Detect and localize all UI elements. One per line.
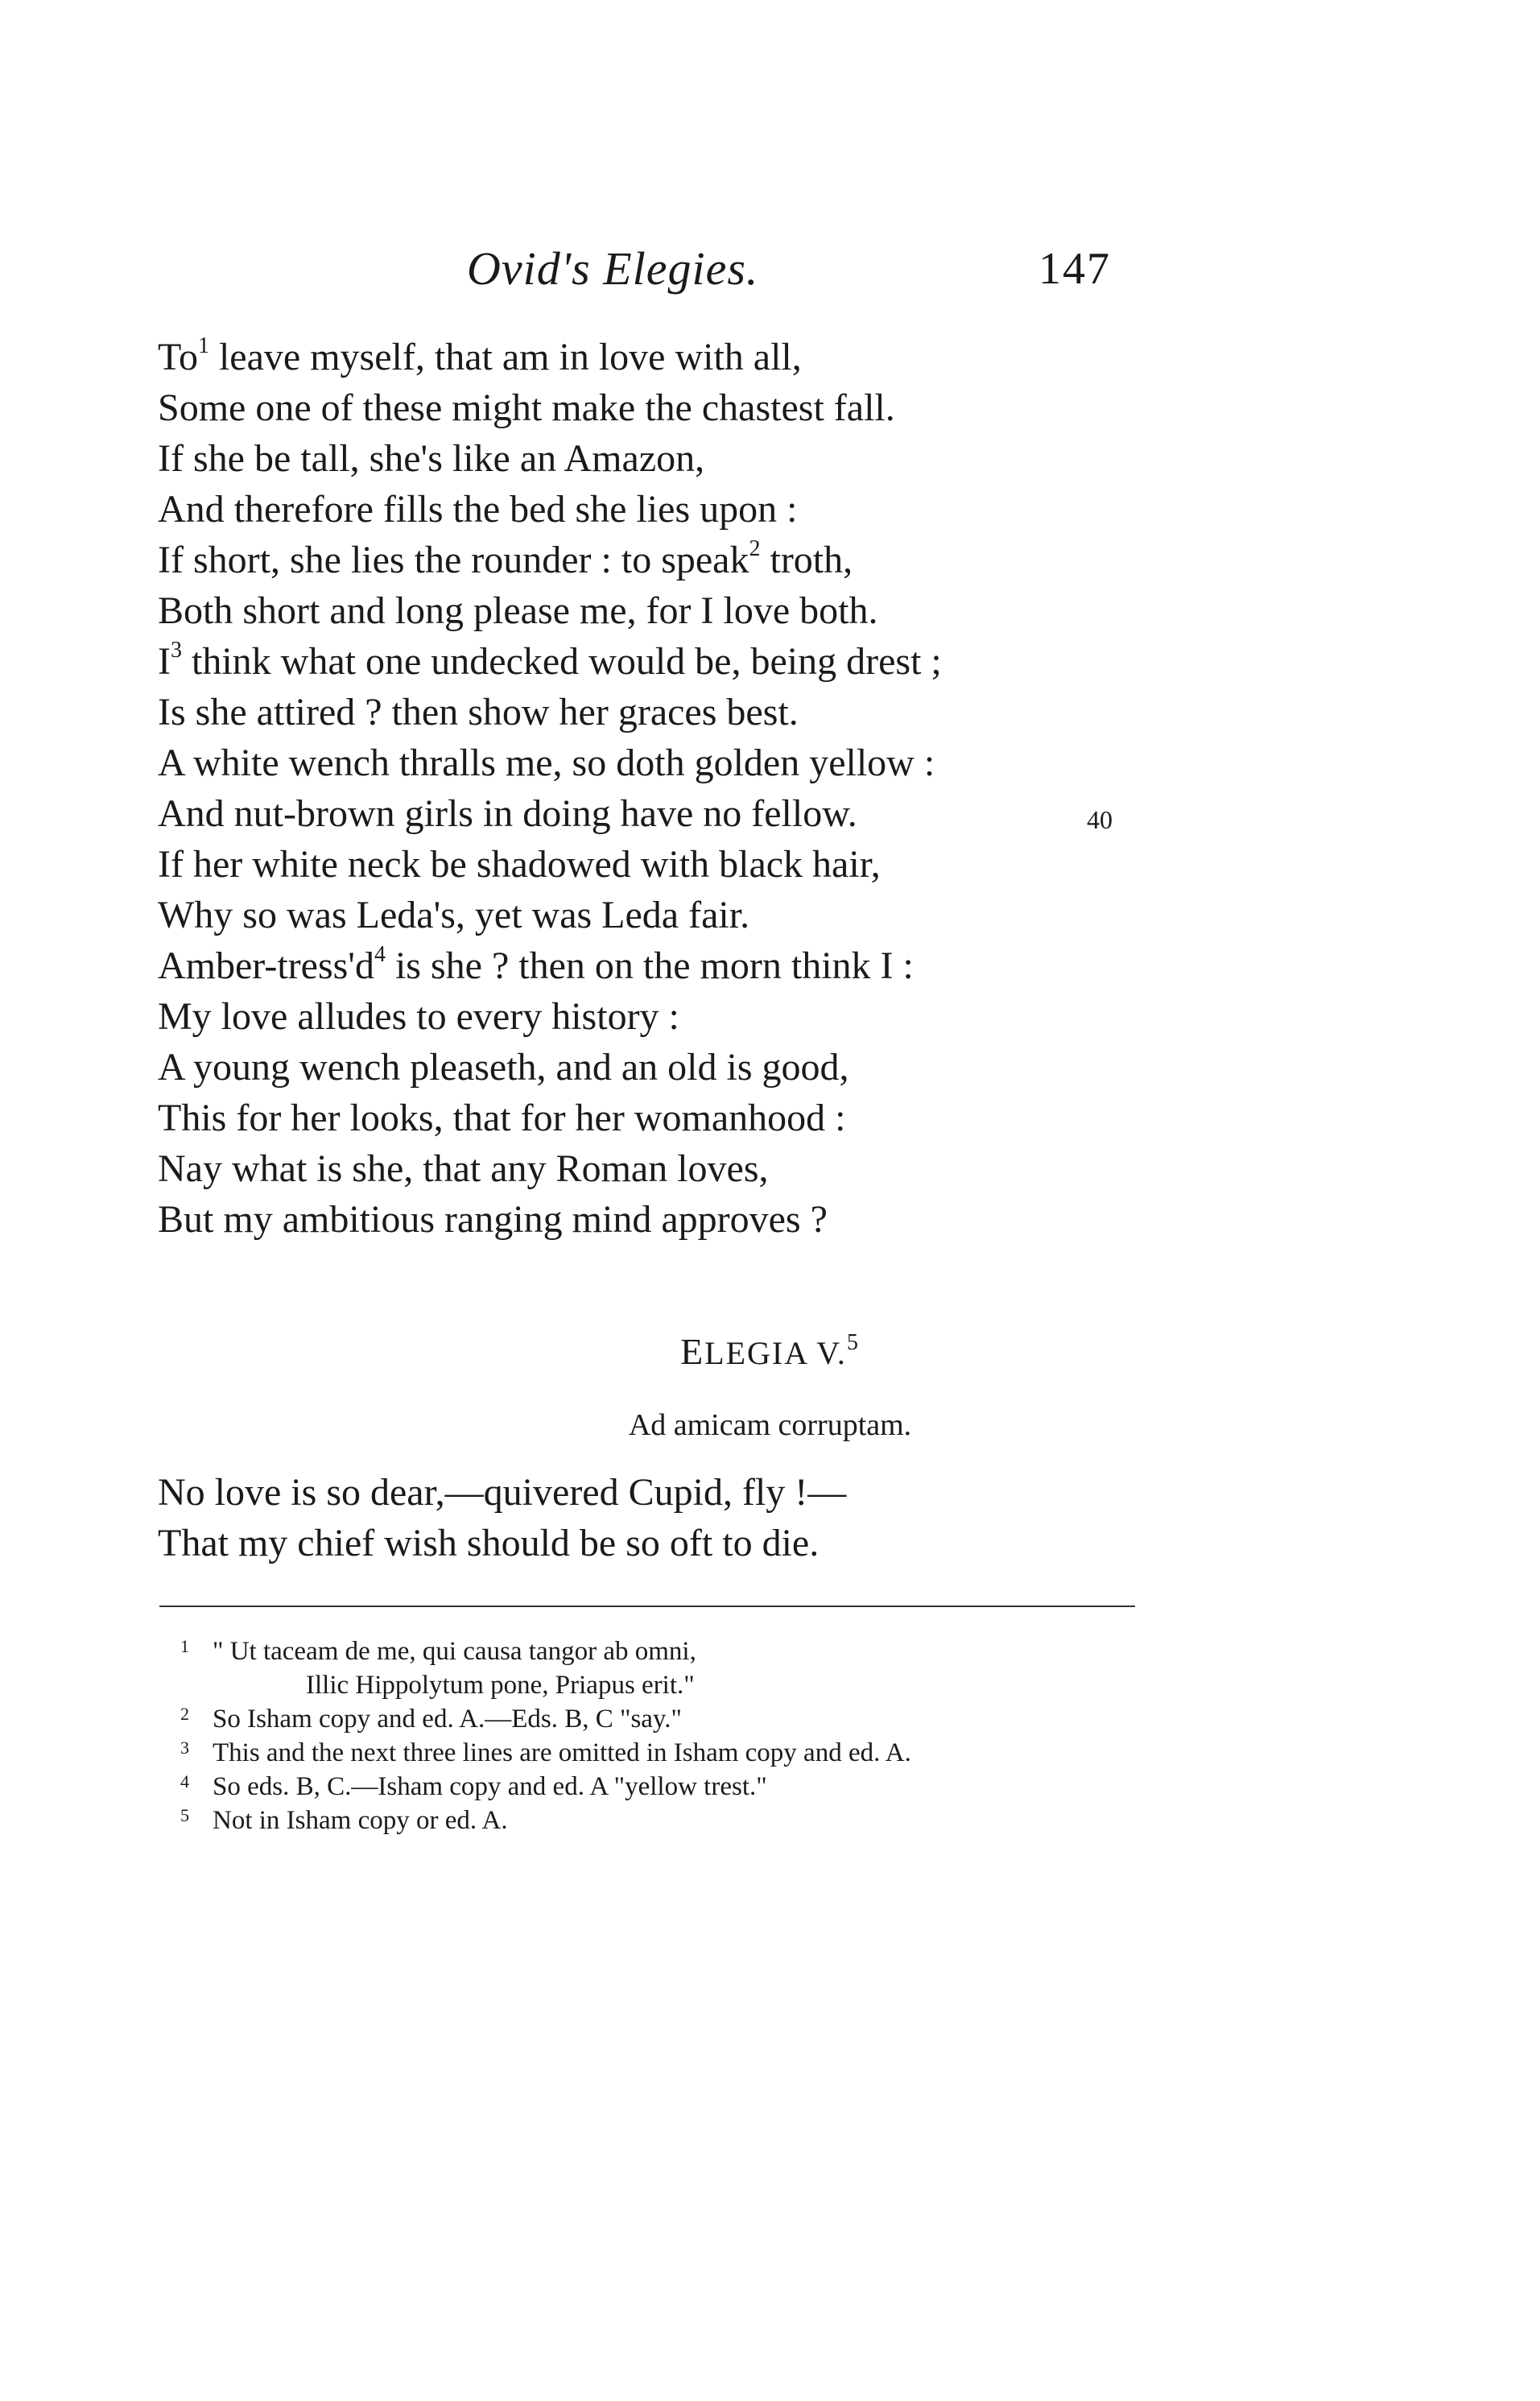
- poem-line-text: And therefore fills the bed she lies upon :: [158, 488, 798, 531]
- footnote-mark: 5: [180, 1805, 189, 1825]
- poem-line: [158, 1194, 1172, 1245]
- poem-line: [158, 585, 1172, 636]
- poem-line: [158, 687, 1172, 738]
- poem-line: [158, 484, 1172, 535]
- poem-line: [158, 940, 1172, 991]
- poem-line-text: A young wench pleaseth, and an old is good,: [158, 1046, 849, 1089]
- poem-line: [158, 636, 1172, 687]
- section-heading-initial: E: [680, 1331, 705, 1372]
- footnote-mark: 4: [180, 1771, 189, 1791]
- running-title: Ovid's Elegies.: [467, 242, 759, 295]
- poem-line: [158, 788, 1172, 839]
- poem-line: [158, 332, 1172, 382]
- footnote-mark: 2: [180, 1704, 189, 1724]
- poem-line-text: Amber-tress'd: [158, 944, 374, 987]
- poem-line: [158, 382, 1172, 433]
- section-heading-text: LEGIA V.: [704, 1335, 847, 1371]
- poem-line: [158, 738, 1172, 788]
- footnote-ref: 2: [749, 536, 761, 561]
- poem-line: [158, 890, 1172, 940]
- footnote-text: " Ut taceam de me, qui causa tangor ab omni,: [213, 1637, 696, 1666]
- running-head: [0, 242, 1540, 306]
- footnote-ref: 1: [197, 333, 209, 358]
- poem-line-text: I: [158, 640, 171, 683]
- poem-line-text: Why so was Leda's, yet was Leda fair.: [158, 894, 750, 936]
- poem-line-text: A white wench thralls me, so doth golden yellow :: [158, 742, 935, 784]
- poem-line-text: Both short and long please me, for I love both.: [158, 589, 878, 632]
- poem-line: [158, 991, 1172, 1042]
- poem-line-text: My love alludes to every history :: [158, 995, 679, 1038]
- footnote-text: This and the next three lines are omitted in Isham copy and ed. A.: [213, 1738, 911, 1767]
- poem-line-text: And nut-brown girls in doing have no fellow.: [158, 792, 857, 835]
- poem-line-text: If she be tall, she's like an Amazon,: [158, 437, 705, 480]
- footnote: [180, 1770, 1162, 1804]
- line-number: 40: [1087, 805, 1113, 834]
- section-subtitle: Ad amicam corruptam.: [628, 1408, 912, 1442]
- footnote: [180, 1668, 1162, 1702]
- poem-line: [158, 1042, 1172, 1093]
- poem-line-text: If her white neck be shadowed with black hair,: [158, 843, 881, 886]
- footnotes: [180, 1634, 1162, 1837]
- poem-line-text-cont: is she ? then on the morn think I :: [385, 944, 914, 987]
- footnote-text: Not in Isham copy or ed. A.: [213, 1806, 508, 1835]
- footnote-text: Illic Hippolytum pone, Priapus erit.": [306, 1671, 695, 1700]
- poem-line: [158, 839, 1172, 890]
- footnote-ref: 3: [170, 638, 182, 663]
- poem-line: No love is so dear,—quivered Cupid, fly !—: [158, 1471, 847, 1514]
- poem-line: [158, 1093, 1172, 1143]
- poem-line-text: If short, she lies the rounder : to speak: [158, 539, 749, 581]
- poem-line-text: To: [158, 336, 198, 378]
- poem-line: [158, 433, 1172, 484]
- poem-line-text: Some one of these might make the chastest fall.: [158, 386, 895, 429]
- poem-line: [158, 1143, 1172, 1194]
- footnote-text: So Isham copy and ed. A.—Eds. B, C "say.": [213, 1705, 683, 1734]
- footnote-mark: 1: [180, 1636, 189, 1656]
- footnote-ref: 4: [374, 942, 386, 967]
- footnote: [180, 1634, 1162, 1668]
- footnote: [180, 1702, 1162, 1736]
- footnote-rule: [159, 1605, 1135, 1607]
- poem-line-text: Nay what is she, that any Roman loves,: [158, 1147, 769, 1190]
- poem-line-text: This for her looks, that for her womanhood :: [158, 1097, 846, 1139]
- footnote-text: So eds. B, C.—Isham copy and ed. A "yellow trest.": [213, 1772, 767, 1801]
- poem-line-text-cont: think what one undecked would be, being drest ;: [181, 640, 942, 683]
- section-heading-footnote-ref: 5: [846, 1329, 860, 1355]
- poem-line-text-cont: leave myself, that am in love with all,: [208, 336, 802, 378]
- section-heading: [0, 1330, 1540, 1373]
- footnote: [180, 1804, 1162, 1837]
- poem-line-text-cont: troth,: [760, 539, 853, 581]
- poem-line-text: Is she attired ? then show her graces best.: [158, 691, 799, 734]
- page-number: 147: [1038, 244, 1111, 294]
- footnote: [180, 1736, 1162, 1770]
- poem-line: That my chief wish should be so oft to die.: [158, 1522, 820, 1564]
- poem-stanza: [158, 332, 1172, 1245]
- footnote-mark: 3: [180, 1738, 189, 1758]
- poem-line: [158, 535, 1172, 585]
- poem-stanza-elegia-v: [158, 1467, 1172, 1568]
- poem-line-text: But my ambitious ranging mind approves ?: [158, 1198, 828, 1241]
